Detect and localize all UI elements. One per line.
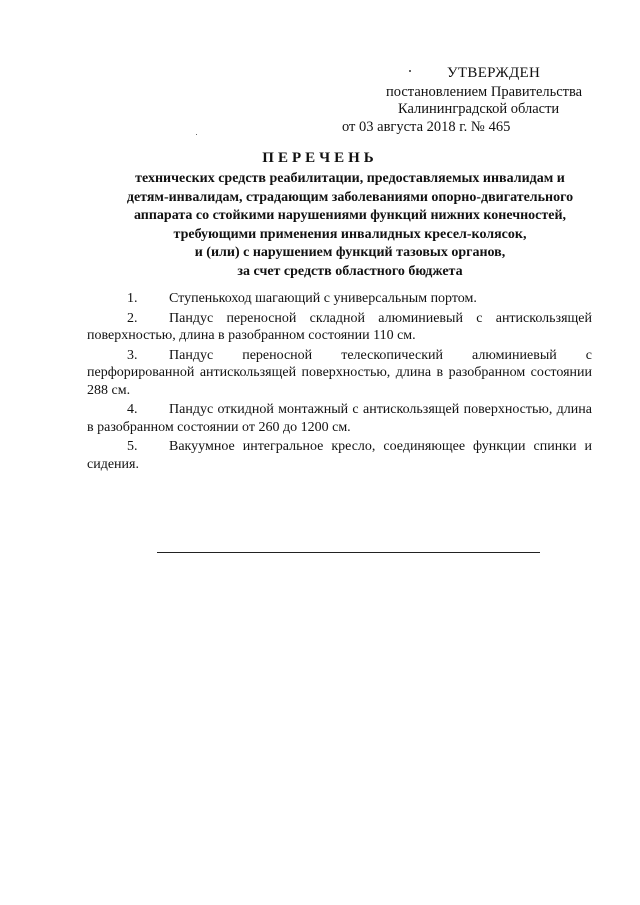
scan-speck <box>196 134 197 135</box>
subtitle-line: детям-инвалидам, страдающим заболеваниями опорно-двигательного <box>126 189 574 205</box>
list-item <box>87 401 592 436</box>
approval-number: 465 <box>488 119 511 135</box>
list-item <box>87 347 592 400</box>
subtitle-line: технических средств реабилитации, предоставляемых инвалидам и <box>135 171 565 186</box>
approval-date-line <box>342 119 510 136</box>
list-item-text: Пандус переносной складной алюминиевый с антискользящей поверхностью, длина в разобранном состоянии 110 см. <box>87 310 592 343</box>
document-subtitle <box>80 170 620 281</box>
list-item <box>87 290 592 308</box>
approval-heading: УТВЕРЖДЕН <box>447 65 541 81</box>
list-item-text: Пандус откидной монтажный с антискользящей поверхностью, длина в разобранном состоянии от 260 до 1200 см. <box>87 402 592 435</box>
subtitle-line: и (или) с нарушением функций тазовых органов, <box>194 245 506 260</box>
list-item-number: 5. <box>127 439 138 454</box>
subtitle-line: требующими применения инвалидных кресел-колясок, <box>173 226 527 242</box>
scan-speck <box>409 70 411 72</box>
list-item-text: Ступенькоход шагающий с универсальным портом. <box>169 291 477 306</box>
approval-authority-line: постановлением Правительства <box>386 84 583 100</box>
list-item-number: 2. <box>127 310 138 326</box>
approval-region-line: Калининградской области <box>398 101 560 117</box>
closing-rule <box>157 552 540 553</box>
document-title: ПЕРЕЧЕНЬ <box>262 150 378 166</box>
subtitle-line: за счет средств областного бюджета <box>237 263 463 279</box>
list-item-text: Вакуумное интегральное кресло, соединяющее функции спинки и сидения. <box>87 439 592 472</box>
list-item-text: Пандус переносной телескопический алюминиевый с перфорированной антискользящей поверхностью, длина в разобранном состоянии 288 см. <box>87 347 592 398</box>
equipment-list <box>87 290 592 475</box>
list-item-number: 1. <box>127 291 138 306</box>
list-item-number: 3. <box>127 347 138 363</box>
list-item <box>87 438 592 473</box>
list-item <box>87 310 592 345</box>
list-item-number: 4. <box>127 402 138 417</box>
subtitle-line: аппарата со стойкими нарушениями функций нижних конечностей, <box>133 208 567 223</box>
approval-date: от 03 августа 2018 г. № <box>342 119 485 135</box>
